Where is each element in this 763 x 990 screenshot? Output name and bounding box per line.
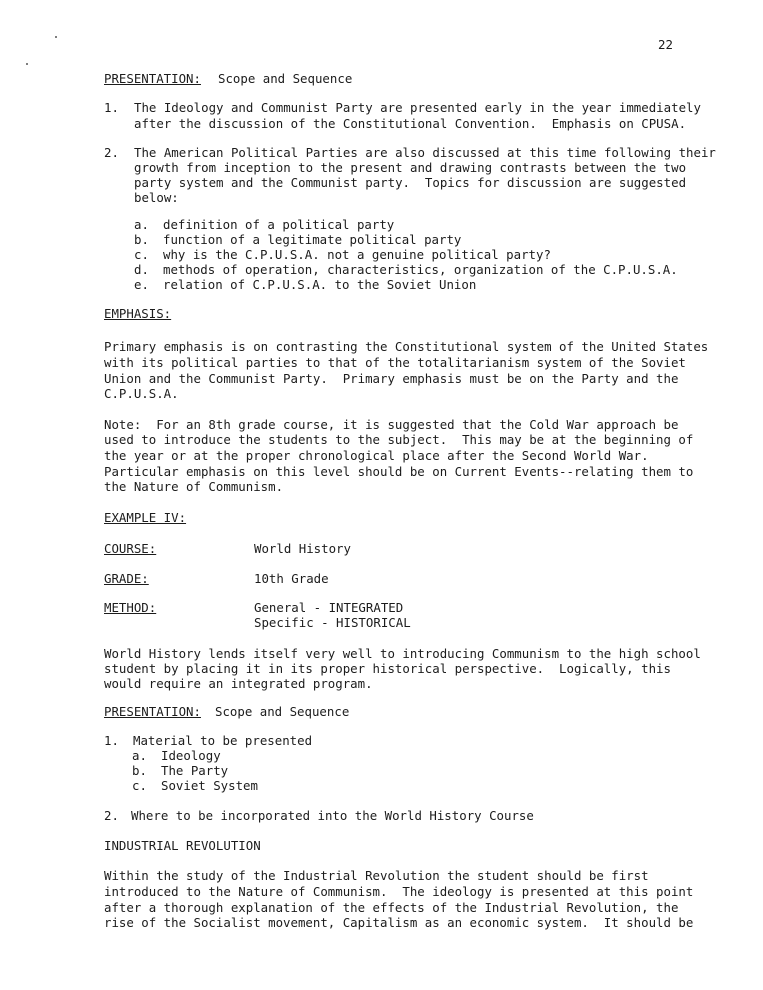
list-item: why is the C.P.U.S.A. not a genuine political party? xyxy=(163,247,551,262)
list-item: Material to be presented xyxy=(133,733,313,748)
presentation-subtitle: Scope and Sequence xyxy=(215,704,350,719)
list-number: 1. xyxy=(104,733,119,748)
presentation-heading: PRESENTATION: xyxy=(104,704,201,719)
presentation-heading: PRESENTATION: xyxy=(104,71,201,86)
grade-value: 10th Grade xyxy=(254,571,329,586)
list-item-letter: e. xyxy=(134,277,149,292)
paragraph-line: Primary emphasis is on contrasting the Constitutional system of the United States xyxy=(104,339,709,354)
presentation-subtitle: Scope and Sequence xyxy=(218,71,353,86)
list-item: function of a legitimate political party xyxy=(163,232,462,247)
emphasis-heading: EMPHASIS: xyxy=(104,306,172,321)
list-item-letter: a. xyxy=(132,748,147,763)
list-item: Soviet System xyxy=(161,778,258,793)
paragraph-line: party system and the Communist party. Topics for discussion are suggested xyxy=(134,175,687,190)
paragraph-line: with its political parties to that of the totalitarianism system of the Soviet xyxy=(104,355,686,370)
paragraph-line: C.P.U.S.A. xyxy=(104,386,179,401)
list-number: 2. xyxy=(104,808,119,823)
list-item-letter: b. xyxy=(132,763,147,778)
paragraph-line: Union and the Communist Party. Primary emphasis must be on the Party and the xyxy=(104,371,679,386)
scan-speck xyxy=(55,36,57,38)
paragraph-line: rise of the Socialist movement, Capitalism as an economic system. It should be xyxy=(104,915,694,930)
list-item: methods of operation, characteristics, organization of the C.P.U.S.A. xyxy=(163,262,678,277)
list-item-letter: b. xyxy=(134,232,149,247)
method-value-general: General - INTEGRATED xyxy=(254,600,404,615)
list-item-letter: a. xyxy=(134,217,149,232)
list-item: definition of a political party xyxy=(163,217,395,232)
list-item: Where to be incorporated into the World History Course xyxy=(131,808,534,823)
note-line: Particular emphasis on this level should be on Current Events--relating them to xyxy=(104,464,694,479)
paragraph-line: The American Political Parties are also discussed at this time following their xyxy=(134,145,716,160)
method-label: METHOD: xyxy=(104,600,157,615)
paragraph-line: growth from inception to the present and drawing contrasts between the two xyxy=(134,160,687,175)
list-item: relation of C.P.U.S.A. to the Soviet Union xyxy=(163,277,477,292)
note-line: Note: For an 8th grade course, it is suggested that the Cold War approach be xyxy=(104,417,679,432)
example-heading: EXAMPLE IV: xyxy=(104,510,187,525)
list-item-letter: d. xyxy=(134,262,149,277)
method-value-specific: Specific - HISTORICAL xyxy=(254,615,411,630)
note-line: the Nature of Communism. xyxy=(104,479,284,494)
list-item-letter: c. xyxy=(132,778,147,793)
paragraph-line: student by placing it in its proper historical perspective. Logically, this xyxy=(104,661,671,676)
paragraph-line: after the discussion of the Constitutional Convention. Emphasis on CPUSA. xyxy=(134,116,687,131)
course-label: COURSE: xyxy=(104,541,157,556)
list-item: The Party xyxy=(161,763,229,778)
course-value: World History xyxy=(254,541,351,556)
paragraph-line: would require an integrated program. xyxy=(104,676,373,691)
grade-label: GRADE: xyxy=(104,571,149,586)
paragraph-line: World History lends itself very well to introducing Communism to the high school xyxy=(104,646,701,661)
note-line: used to introduce the students to the subject. This may be at the beginning of xyxy=(104,432,694,447)
page-number: 22 xyxy=(658,37,673,52)
paragraph-line: after a thorough explanation of the effects of the Industrial Revolution, the xyxy=(104,900,679,915)
list-item-letter: c. xyxy=(134,247,149,262)
industrial-revolution-heading: INDUSTRIAL REVOLUTION xyxy=(104,838,261,853)
scan-speck xyxy=(26,63,28,65)
paragraph-line: below: xyxy=(134,190,179,205)
note-line: the year or at the proper chronological place after the Second World War. xyxy=(104,448,649,463)
list-item: Ideology xyxy=(161,748,221,763)
list-number: 2. xyxy=(104,145,119,160)
list-number: 1. xyxy=(104,100,119,115)
paragraph-line: Within the study of the Industrial Revolution the student should be first xyxy=(104,868,649,883)
paragraph-line: The Ideology and Communist Party are presented early in the year immediately xyxy=(134,100,701,115)
paragraph-line: introduced to the Nature of Communism. The ideology is presented at this point xyxy=(104,884,694,899)
